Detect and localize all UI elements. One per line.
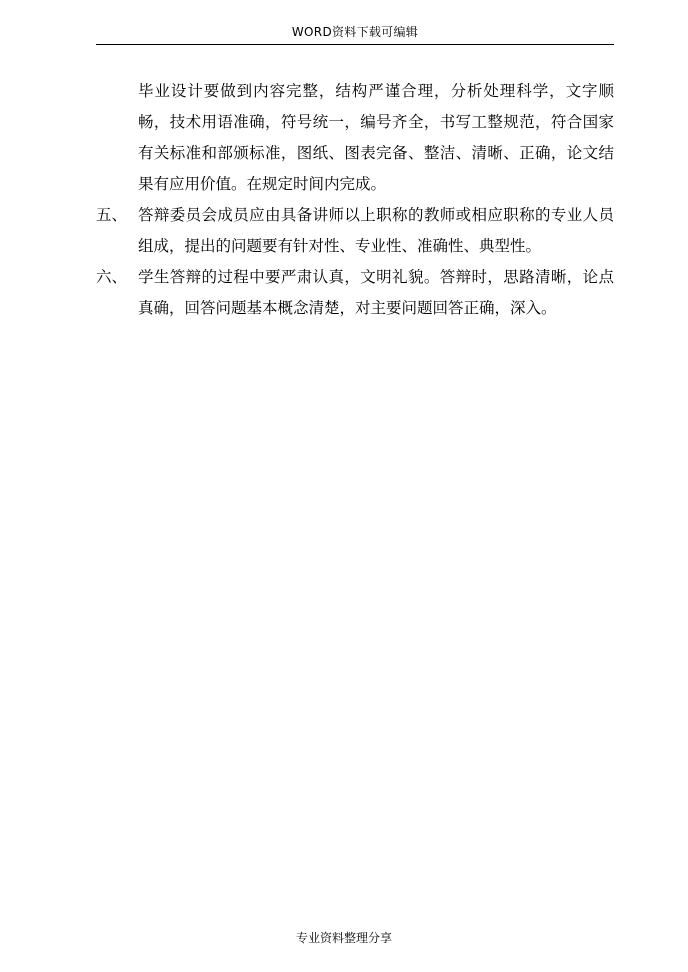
list-item-marker: 五、 <box>96 206 128 224</box>
page-header: WORD资料下载可编辑 <box>96 22 614 45</box>
page-footer: 专业资料整理分享 <box>295 931 392 945</box>
list-item-text: 学生答辩的过程中要严肃认真，文明礼貌。答辩时，思路清晰，论点真确，回答问题基本概念清楚，对主要问题回答正确，深入。 <box>138 268 614 317</box>
document-body <box>96 76 614 324</box>
list-item-marker: 六、 <box>96 268 128 286</box>
paragraph-text: 毕业设计要做到内容完整，结构严谨合理，分析处理科学，文字顺畅，技术用语准确，符号统一，编号齐全，书写工整规范，符合国家有关标准和部颁标准，图纸、图表完备、整洁、清晰、正确，论文结果有应用价值。在规定时间内完成。 <box>138 82 614 193</box>
paragraph-continuation <box>96 76 614 200</box>
list-item-text: 答辩委员会成员应由具备讲师以上职称的教师或相应职称的专业人员组成，提出的问题要有针对性、专业性、准确性、典型性。 <box>138 206 614 255</box>
list-item-six <box>96 262 614 324</box>
list-item-five <box>96 200 614 262</box>
